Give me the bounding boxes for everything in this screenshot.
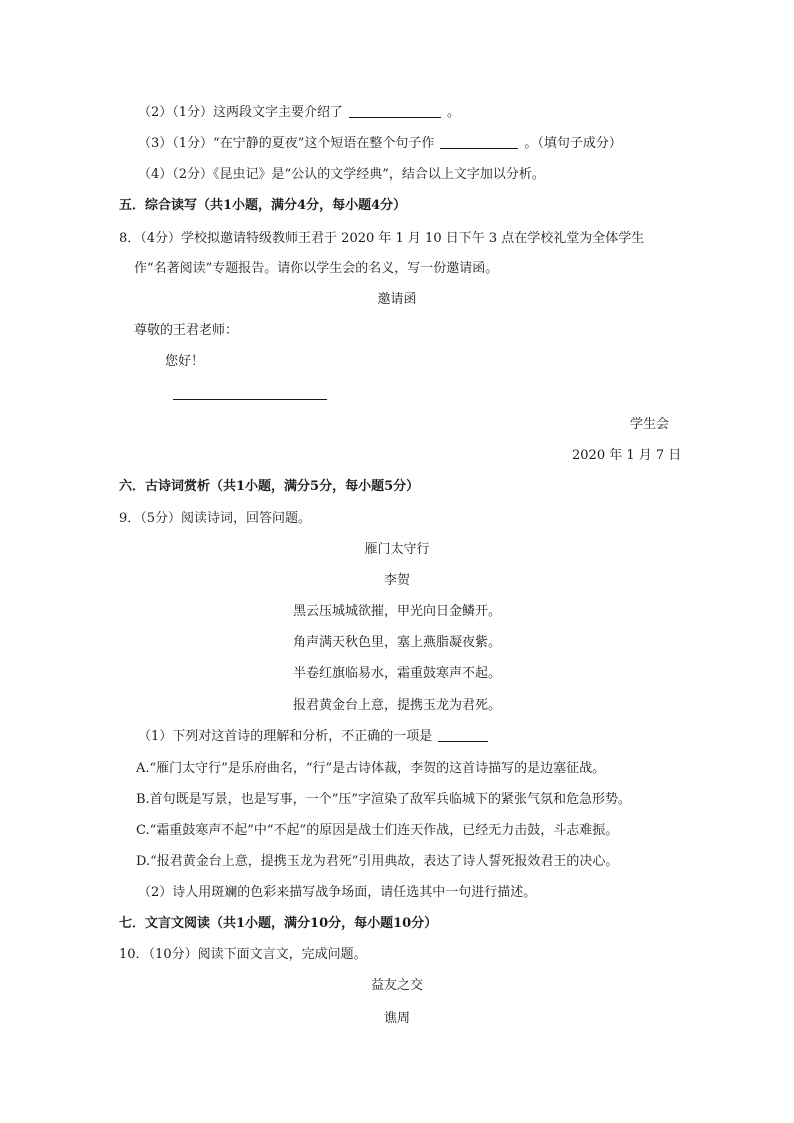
invitation-body-blank bbox=[173, 399, 327, 400]
q7-sub4: （4）（2分）《昆虫记》是“公认的文学经典”，结合以上文字加以分析。 bbox=[138, 167, 545, 182]
q8-stem-line1: 8．（4分）学校拟邀请特级教师王君于 2020 年 1 月 10 日下午 3 点在学校礼堂为全体学生 bbox=[119, 231, 645, 246]
invitation-salutation: 尊敬的王君老师： bbox=[134, 323, 239, 338]
q9-sub1-text: （1）下列对这首诗的理解和分析，不正确的一项是 bbox=[138, 729, 433, 744]
invitation-greeting: 您好！ bbox=[165, 354, 205, 369]
option-c: C.“霜重鼓寒声不起”中“不起”的原因是战士们连天作战，已经无力击鼓，斗志难振。 bbox=[136, 823, 619, 838]
answer-blank bbox=[349, 104, 441, 118]
q9-stem: 9．（5分）阅读诗词，回答问题。 bbox=[119, 511, 312, 526]
q9-sub2: （2）诗人用斑斓的色彩来描写战争场面，请任选其中一句进行描述。 bbox=[138, 885, 537, 900]
poem-line: 半卷红旗临易水，霜重鼓寒声不起。 bbox=[292, 666, 501, 681]
q7-sub3-tail: 。（填句子成分） bbox=[524, 136, 622, 151]
invitation-signature: 学生会 bbox=[630, 417, 670, 432]
poem-line: 角声满天秋色里，塞上燕脂凝夜紫。 bbox=[292, 635, 501, 650]
q8-stem-line2: 作“名著阅读”专题报告。请你以学生会的名义，写一份邀请函。 bbox=[134, 261, 499, 276]
q7-sub3 bbox=[138, 135, 622, 153]
poem-title: 雁门太守行 bbox=[364, 542, 430, 557]
invitation-title: 邀请函 bbox=[377, 292, 417, 307]
classical-text-author: 谯周 bbox=[383, 1011, 410, 1026]
q7-sub3-text: （3）（1分）“在宁静的夏夜”这个短语在整个句子作 bbox=[138, 136, 435, 151]
q7-sub2-tail: 。 bbox=[447, 105, 461, 120]
invitation-date: 2020 年 1 月 7 日 bbox=[572, 448, 682, 463]
answer-blank bbox=[438, 728, 488, 742]
q10-stem: 10．（10分）阅读下面文言文，完成问题。 bbox=[119, 947, 367, 962]
option-d: D.“报君黄金台上意，提携玉龙为君死”引用典故，表达了诗人誓死报效君王的决心。 bbox=[136, 854, 619, 869]
poem-author: 李贺 bbox=[383, 573, 410, 588]
option-b: B.首句既是写景，也是写事，一个“压”字渲染了敌军兵临城下的紧张气氛和危急形势。 bbox=[136, 792, 631, 807]
poem-line: 报君黄金台上意，提携玉龙为君死。 bbox=[292, 698, 501, 713]
poem-line: 黑云压城城欲摧，甲光向日金鳞开。 bbox=[292, 604, 501, 619]
option-a: A.“雁门太守行”是乐府曲名，“行”是古诗体裁，李贺的这首诗描写的是边塞征战。 bbox=[136, 761, 606, 776]
section-7-heading: 七．文言文阅读（共1小题，满分10分，每小题10分） bbox=[119, 916, 438, 931]
section-5-heading: 五．综合读写（共1小题，满分4分，每小题4分） bbox=[119, 198, 407, 213]
q9-sub1 bbox=[138, 728, 494, 746]
section-6-heading: 六．古诗词赏析（共1小题，满分5分，每小题5分） bbox=[119, 479, 420, 494]
q7-sub2-text: （2）（1分）这两段文字主要介绍了 bbox=[138, 105, 344, 120]
answer-blank bbox=[440, 135, 518, 149]
classical-text-title: 益友之交 bbox=[370, 978, 423, 993]
q7-sub2 bbox=[138, 104, 460, 122]
